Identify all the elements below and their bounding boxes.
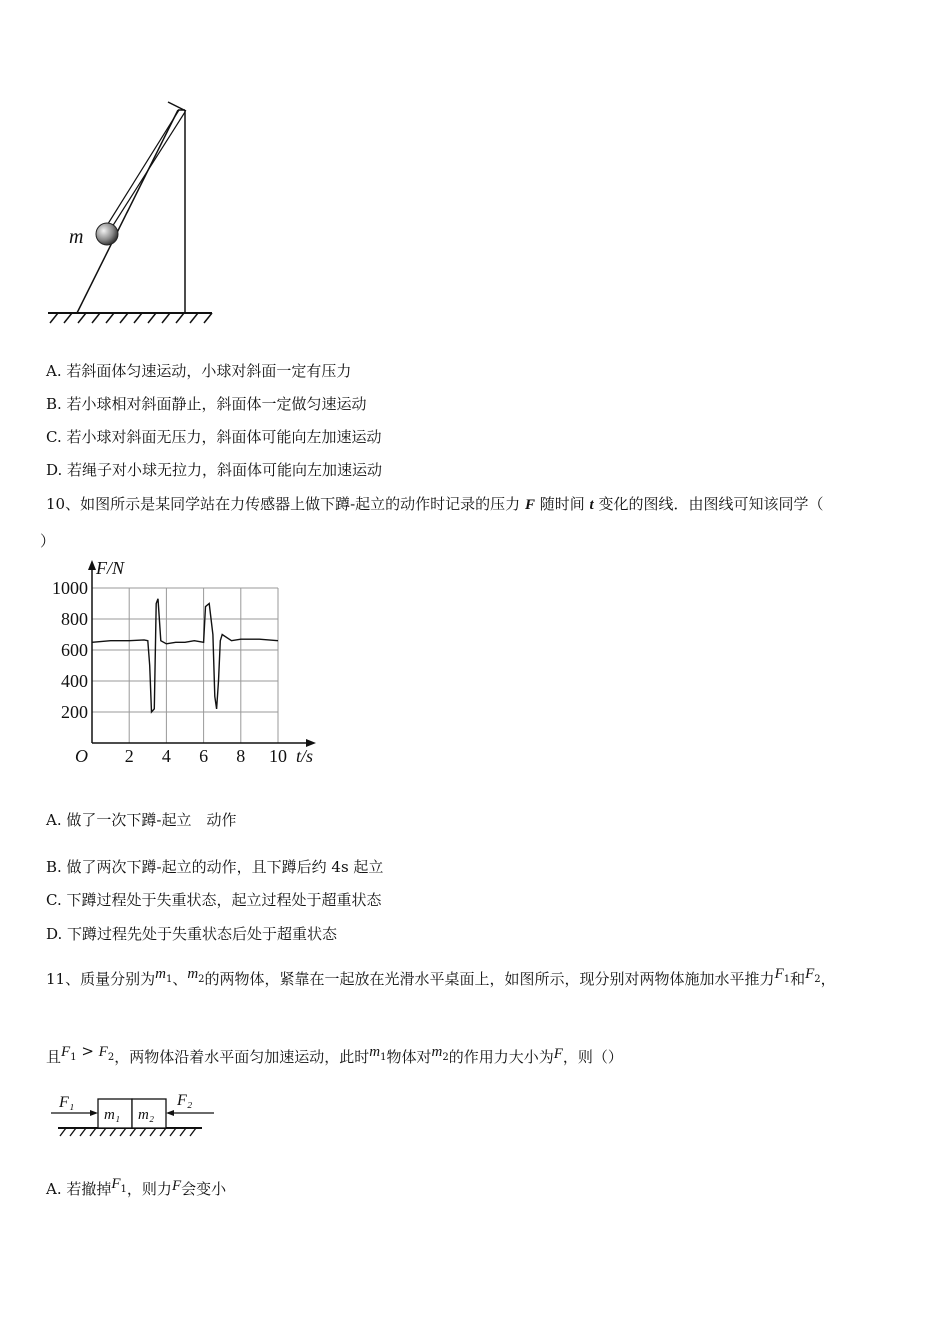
q11-line2-F2-sub: 2 <box>107 1052 115 1063</box>
q11-line2-m1-sub: 1 <box>380 1052 387 1063</box>
f1-label: F₁ <box>59 1094 75 1111</box>
q11-line2-m1: m <box>369 1044 381 1060</box>
q11-line2-F1: F <box>61 1044 71 1060</box>
incline-figure <box>40 95 230 330</box>
q10-var-t: t <box>589 497 594 513</box>
q11-line2-mid3: 的作用力大小为 <box>448 1048 554 1066</box>
y-tick-label: 1000 <box>52 578 88 598</box>
q11-option-a-F: F <box>171 1178 182 1194</box>
q10-option-c: C. 下蹲过程处于失重状态，起立过程处于超重状态 <box>46 891 382 909</box>
y-tick-label: 600 <box>61 640 88 660</box>
q11-F1: F <box>774 966 784 982</box>
force-curve <box>92 599 278 712</box>
q10-var-F: F <box>524 497 535 513</box>
q9-option-d: D. 若绳子对小球无拉力，斜面体可能向左加速运动 <box>46 461 383 479</box>
q11-line2-prefix: 且 <box>46 1048 62 1066</box>
q11-line1-mid: 的两物体，紧靠在一起放在光滑水平桌面上，如图所示，现分别对两物体施加水平推力 <box>204 970 775 988</box>
q11-line2-m2: m <box>431 1044 443 1060</box>
q11-line2 <box>46 1042 623 1067</box>
q11-and: 和 <box>790 970 806 988</box>
q9-option-a: A. 若斜面体匀速运动，小球对斜面一定有压力 <box>46 362 352 380</box>
q11-F2: F <box>805 966 815 982</box>
q11-F1-sub: 1 <box>783 974 791 985</box>
q11-m2: m <box>187 966 199 982</box>
y-tick-label: 800 <box>61 609 88 629</box>
q9-option-c: C. 若小球对斜面无压力，斜面体可能向左加速运动 <box>46 428 382 446</box>
q11-m2-sub: 2 <box>198 974 205 985</box>
q11-line2-F2: F <box>98 1044 108 1060</box>
q11-line1 <box>46 966 836 989</box>
q11-option-a-prefix: A. 若撤掉 <box>46 1180 112 1198</box>
block-m2-label: m₂ <box>138 1107 155 1123</box>
q11-sep: 、 <box>172 970 188 988</box>
x-axis-label: t/s <box>296 746 314 766</box>
q10-option-a: A. 做了一次下蹲-起立 动作 <box>46 811 237 829</box>
q11-option-a-mid: ，则力 <box>126 1180 172 1198</box>
q9-option-b: B. 若小球相对斜面静止，斜面体一定做匀速运动 <box>46 395 367 413</box>
q10-stem <box>46 493 824 514</box>
x-tick-label: 10 <box>269 746 287 766</box>
q11-F2-sub: 2 <box>814 974 821 985</box>
y-tick-label: 400 <box>61 671 88 691</box>
y-axis-label: F/N <box>96 558 125 578</box>
q11-line2-m2-sub: 2 <box>442 1052 449 1063</box>
q11-m1: m <box>155 966 166 982</box>
q11-line2-F: F <box>553 1046 563 1062</box>
blocks-figure <box>46 1085 221 1145</box>
q10-option-d: D. 下蹲过程先处于失重状态后处于超重状态 <box>46 925 338 943</box>
ball <box>96 223 118 245</box>
f2-label: F₂ <box>177 1092 193 1109</box>
q10-stem-mid: 随时间 <box>539 495 585 513</box>
q11-line2-mid: ，两物体沿着水平面匀加速运动，此时 <box>114 1048 370 1066</box>
y-tick-label: 200 <box>61 702 88 722</box>
q11-line2-suffix: ，则（） <box>562 1048 623 1066</box>
q10-stem-close: ） <box>40 532 56 550</box>
x-tick-label: 4 <box>161 746 171 766</box>
q11-option-a-suffix: 会变小 <box>181 1180 227 1198</box>
q11-line2-mid2: 物体对 <box>386 1048 432 1066</box>
q11-gt: > <box>76 1042 99 1060</box>
q11-line2-F1-sub: 1 <box>70 1052 77 1063</box>
x-tick-label: 8 <box>236 746 246 766</box>
block-m1-label: m₁ <box>104 1107 121 1123</box>
x-tick-label: 6 <box>199 746 209 766</box>
q11-option-a-F1: F <box>111 1176 121 1192</box>
q11-m1-sub: 1 <box>165 974 173 985</box>
q11-option-a <box>46 1176 226 1199</box>
origin-label: O <box>75 746 88 766</box>
q10-option-b: B. 做了两次下蹲-起立的动作，且下蹲后约 4s 起立 <box>46 858 384 876</box>
force-time-chart <box>40 555 330 770</box>
q10-stem-prefix: 10、如图所示是某同学站在力传感器上做下蹲-起立的动作时记录的压力 <box>46 495 521 513</box>
q11-prefix: 11、质量分别为 <box>46 970 156 988</box>
q11-comma: ， <box>820 970 836 988</box>
y-axis-arrow <box>88 560 96 570</box>
q10-stem-suffix: 变化的图线．由图线可知该同学（ <box>598 495 824 513</box>
q11-option-a-F1-sub: 1 <box>120 1184 127 1195</box>
x-tick-label: 2 <box>124 746 134 766</box>
mass-label: m <box>69 226 84 248</box>
